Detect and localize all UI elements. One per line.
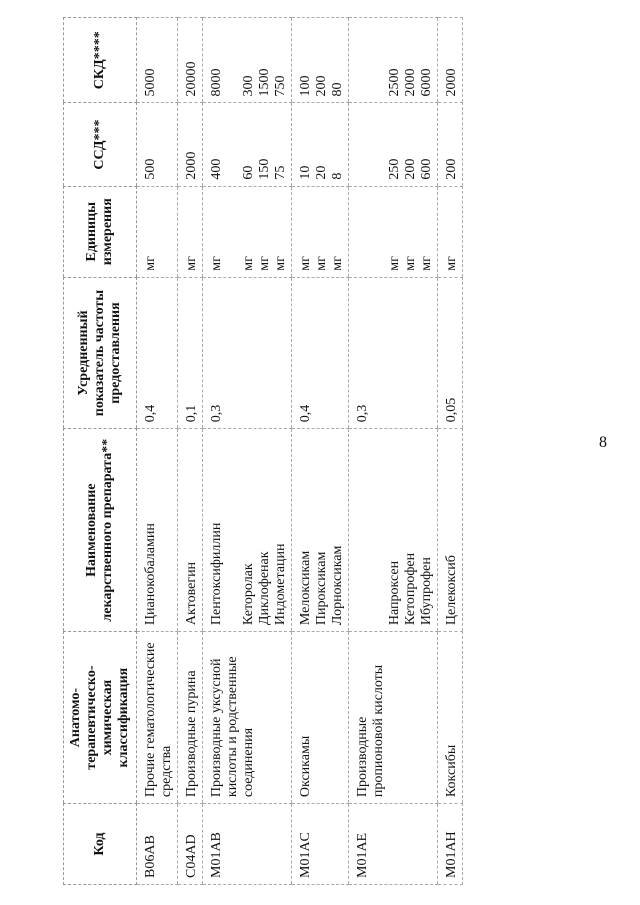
ssd-cell	[292, 103, 349, 186]
table-row	[438, 18, 463, 885]
skd-value: 300	[241, 75, 256, 97]
ssd-cell: 2000	[178, 103, 203, 186]
ssd-value: 10	[298, 165, 313, 180]
ssd-cell: 500	[137, 103, 178, 186]
drug-name: Кеторолак	[241, 563, 256, 626]
atc-cell: Производные пропионовой кислоты	[349, 632, 438, 804]
ssd-cell	[349, 103, 438, 186]
unit-cell: мг	[178, 186, 203, 277]
header-ssd: ССД***	[64, 103, 137, 186]
unit: мг	[241, 256, 256, 271]
skd-value: 1500	[257, 68, 272, 97]
skd-value: 2500	[387, 68, 402, 97]
unit: мг	[330, 256, 345, 271]
table-header-row	[64, 18, 137, 885]
ssd-value: 250	[387, 158, 402, 180]
header-atc: Анатомо-терапевтическо-химическая классификация	[64, 632, 137, 804]
table-row	[137, 18, 178, 885]
drug-name: Пентоксифиллин	[209, 522, 224, 626]
code-cell: M01AC	[292, 804, 349, 885]
ssd-value: 150	[257, 158, 272, 180]
unit: мг	[419, 256, 434, 271]
unit: мг	[209, 256, 224, 271]
code-cell: M01AH	[438, 804, 463, 885]
header-drug: Наименование лекарственного препарата**	[64, 429, 137, 632]
frequency-cell: 0,4	[137, 277, 178, 429]
drug-name-cell: Цианокобаламин	[137, 429, 178, 632]
code-cell: M01AE	[349, 804, 438, 885]
drug-name: Кетопрофен	[403, 552, 418, 626]
atc-cell: Производные пурина	[178, 632, 203, 804]
frequency-cell: 0,3	[203, 277, 292, 429]
ssd-value: 600	[419, 158, 434, 180]
header-skd: СКД****	[64, 18, 137, 103]
skd-cell	[292, 18, 349, 103]
drug-name-cell: Целекоксиб	[438, 429, 463, 632]
ssd-cell: 200	[438, 103, 463, 186]
unit: мг	[403, 256, 418, 271]
skd-cell: 2000	[438, 18, 463, 103]
table-row	[178, 18, 203, 885]
skd-value: 6000	[419, 68, 434, 97]
drug-name-cell	[203, 429, 292, 632]
ssd-value: 75	[273, 165, 288, 180]
unit: мг	[257, 256, 272, 271]
page-number: 8	[599, 434, 607, 451]
ssd-value: 20	[314, 165, 329, 180]
drug-name: Диклофенак	[257, 551, 272, 626]
skd-value: 80	[330, 82, 345, 97]
table-row	[292, 18, 349, 885]
atc-cell: Коксибы	[438, 632, 463, 804]
atc-cell: Производные уксусной кислоты и родственные соединения	[203, 632, 292, 804]
unit-cell	[292, 186, 349, 277]
drug-table	[63, 17, 463, 885]
ssd-value: 8	[330, 172, 345, 180]
unit-cell	[203, 186, 292, 277]
skd-value: 100	[298, 75, 313, 97]
header-code: Код	[64, 804, 137, 885]
frequency-cell: 0,4	[292, 277, 349, 429]
unit: мг	[387, 256, 402, 271]
atc-cell: Прочие гематологические средства	[137, 632, 178, 804]
skd-cell: 20000	[178, 18, 203, 103]
ssd-cell	[203, 103, 292, 186]
code-cell: M01AB	[203, 804, 292, 885]
drug-name: Мелоксикам	[298, 550, 313, 626]
drug-name: Пироксикам	[314, 551, 329, 626]
skd-value: 200	[314, 75, 329, 97]
unit-cell	[349, 186, 438, 277]
skd-cell	[349, 18, 438, 103]
table-row	[203, 18, 292, 885]
drug-name: Индометацин	[273, 543, 288, 626]
skd-value: 8000	[209, 68, 224, 97]
unit: мг	[314, 256, 329, 271]
header-frequency: Усредненный показатель частоты предоставления	[64, 277, 137, 429]
code-cell: C04AD	[178, 804, 203, 885]
table-row	[349, 18, 438, 885]
drug-name: Напроксен	[387, 560, 402, 626]
skd-cell: 5000	[137, 18, 178, 103]
drug-name-cell: Актовегин	[178, 429, 203, 632]
drug-name-cell	[349, 429, 438, 632]
drug-name-cell	[292, 429, 349, 632]
atc-cell: Оксикамы	[292, 632, 349, 804]
header-unit: Единицы измерения	[64, 186, 137, 277]
ssd-value: 60	[241, 165, 256, 180]
unit-cell: мг	[137, 186, 178, 277]
frequency-cell: 0,05	[438, 277, 463, 429]
code-cell: B06AB	[137, 804, 178, 885]
skd-value: 750	[273, 75, 288, 97]
frequency-cell: 0,1	[178, 277, 203, 429]
frequency-cell: 0,3	[349, 277, 438, 429]
drug-name: Ибупрофен	[419, 557, 434, 626]
ssd-value: 200	[403, 158, 418, 180]
unit: мг	[298, 256, 313, 271]
skd-cell	[203, 18, 292, 103]
skd-value: 2000	[403, 68, 418, 97]
ssd-value: 400	[209, 158, 224, 180]
unit: мг	[273, 256, 288, 271]
drug-name: Лорноксикам	[330, 545, 345, 626]
unit-cell: мг	[438, 186, 463, 277]
